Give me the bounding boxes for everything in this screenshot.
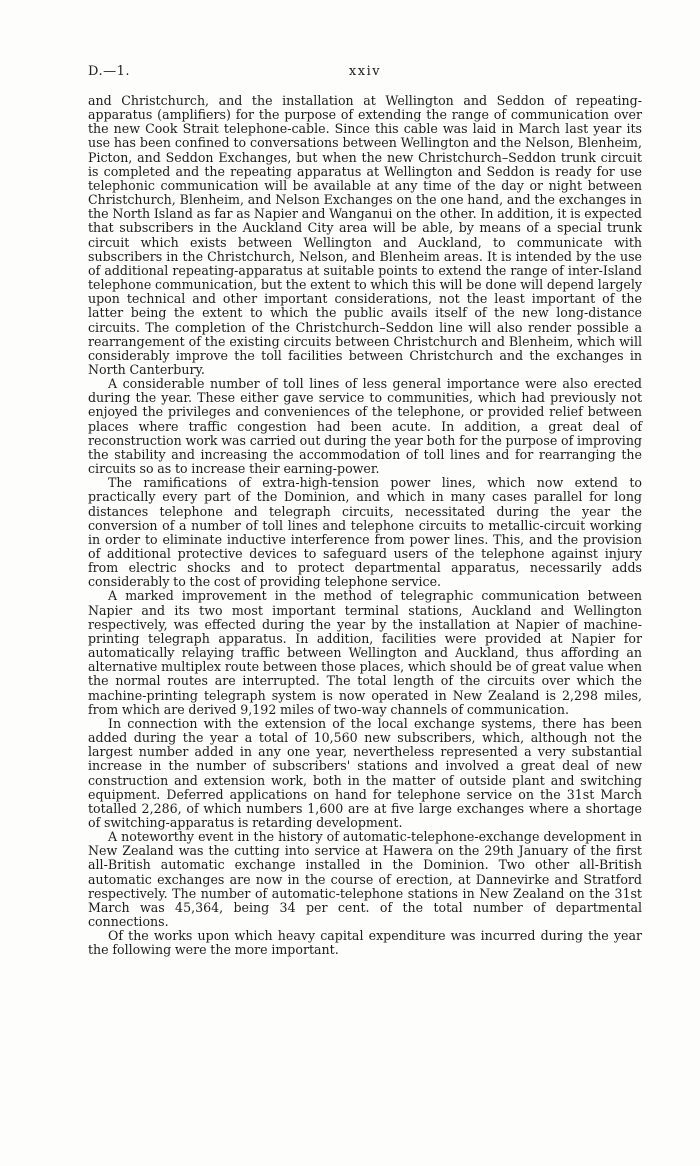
paragraph-telegraph-napier: A marked improvement in the method of telegraphic communication between Napier and its two most important terminal stations, Auckland and Wellington respectively, was effected during the year by the installation at Napier of machine-printing telegraph apparatus. In addition, facilities were provided at Napier for automatically relaying traffic between Wellington and Auckland, thus affording an alternative multiplex route between those places, which should be of great value when the normal routes are interrupted. The total length of the circuits over which the machine-printing telegraph system is now operated in New Zealand is 2,298 miles, from which are derived 9,192 miles of two-way channels of communication. <box>88 588 642 717</box>
paragraph-continuation: and Christchurch, and the installation at Wellington and Seddon of repeating-apparatus (amplifiers) for the purpose of extending the range of communication over the new Cook Strait telephone-cable. Since this cable was laid in March last year its use has been confined to conversations between Wellington and the Nelson, Blenheim, Picton, and Seddon Exchanges, but when the new Christchurch–Seddon trunk circuit is completed and the repeating apparatus at Wellington and Seddon is ready for use telephonic communication will be available at any time of the day or night between Christchurch, Blenheim, and Nelson Exchanges on the one hand, and the exchanges in the North Island as far as Napier and Wanganui on the other. In addition, it is expected that subscribers in the Auckland City area will be able, by means of a special trunk circuit which exists between Wellington and Auckland, to communicate with subscribers in the Christchurch, Nelson, and Blenheim areas. It is intended by the use of additional repeating-apparatus at suitable points to extend the range of inter-Island telephone communication, but the extent to which this will be done will depend largely upon technical and other important considerations, not the least important of the latter being the extent to which the public avails itself of the new long-distance circuits. The completion of the Christchurch–Seddon line will also render possible a rearrangement of the existing circuits between Christchurch and Blenheim, which will considerably improve the toll facilities between Christchurch and the exchanges in North Canterbury. <box>88 93 642 377</box>
paragraph-power-lines: The ramifications of extra-high-tension power lines, which now extend to practically every part of the Dominion, and which in many cases parallel for long distances telephone and telegraph circuits, necessitated during the year the conversion of a number of toll lines and telephone circuits to metallic-circuit working in order to eliminate inductive interference from power lines. This, and the provision of additional protective devices to safeguard users of the telephone against injury from electric shocks and to protect departmental apparatus, necessarily adds considerably to the cost of providing telephone service. <box>88 475 642 590</box>
page-number: xxiv <box>348 64 382 79</box>
body-text <box>88 94 642 958</box>
page-header <box>88 64 642 82</box>
document-reference: D.—1. <box>88 64 130 79</box>
paragraph-capital-works: Of the works upon which heavy capital expenditure was incurred during the year the following were the more important. <box>88 928 642 958</box>
paragraph-local-exchange: In connection with the extension of the local exchange systems, there has been added during the year a total of 10,560 new subscribers, which, although not the largest number added in any one year, nevertheless represented a very substantial increase in the number of subscribers' stations and involved a great deal of new construction and extension work, both in the matter of outside plant and switching equipment. Deferred applications on hand for telephone service on the 31st March totalled 2,286, of which numbers 1,600 are at five large exchanges where a shortage of switching-apparatus is retarding development. <box>88 715 642 830</box>
paragraph-toll-lines: A considerable number of toll lines of less general importance were also erected during the year. These either gave service to communities, which had previously not enjoyed the privileges and conveniences of the telephone, or provided relief between places where traffic congestion had been acute. In addition, a great deal of reconstruction work was carried out during the year both for the purpose of improving the stability and increasing the accommodation of toll lines and for rearranging the circuits so as to increase their earning-power. <box>88 376 642 477</box>
paragraph-automatic-exchange: A noteworthy event in the history of automatic-telephone-exchange development in New Zealand was the cutting into service at Hawera on the 29th January of the first all-British automatic exchange installed in the Dominion. Two other all-British automatic exchanges are now in the course of erection, at Dannevirke and Stratford respectively. The number of automatic-telephone stations in New Zealand on the 31st March was 45,364, being 34 per cent. of the total number of departmental connections. <box>88 829 642 930</box>
